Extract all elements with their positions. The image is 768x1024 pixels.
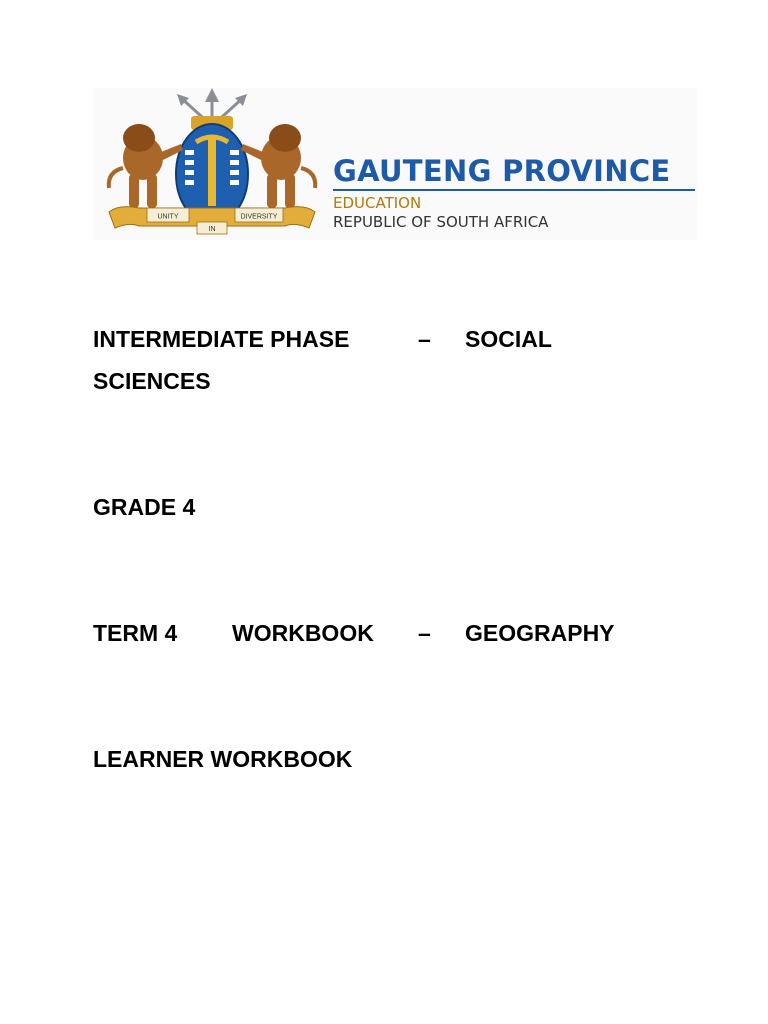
heading-dash: –	[418, 326, 431, 352]
coat-of-arms-icon	[99, 88, 325, 238]
province-name: GAUTENG PROVINCE	[333, 154, 671, 188]
motto-unity: UNITY	[157, 213, 179, 221]
term-heading	[93, 620, 653, 646]
country-name: REPUBLIC OF SOUTH AFRICA	[333, 213, 549, 231]
department-name: EDUCATION	[333, 194, 422, 212]
motto-diversity: DIVERSITY	[240, 213, 278, 221]
subject-part2: SCIENCES	[93, 368, 211, 394]
workbook-label: WORKBOOK	[232, 620, 374, 646]
phase-subject-heading	[93, 326, 653, 352]
logo-divider	[333, 189, 695, 191]
topic-label: GEOGRAPHY	[465, 620, 615, 646]
document-type-heading: LEARNER WORKBOOK	[93, 746, 353, 772]
logo-wordmark	[333, 154, 697, 232]
motto-in: IN	[208, 226, 216, 233]
gauteng-education-logo	[93, 88, 697, 240]
term-label: TERM 4	[93, 620, 178, 646]
grade-heading: GRADE 4	[93, 494, 196, 520]
subject-part1: SOCIAL	[465, 326, 552, 352]
phase-label: INTERMEDIATE PHASE	[93, 326, 350, 352]
term-dash: –	[418, 620, 431, 646]
